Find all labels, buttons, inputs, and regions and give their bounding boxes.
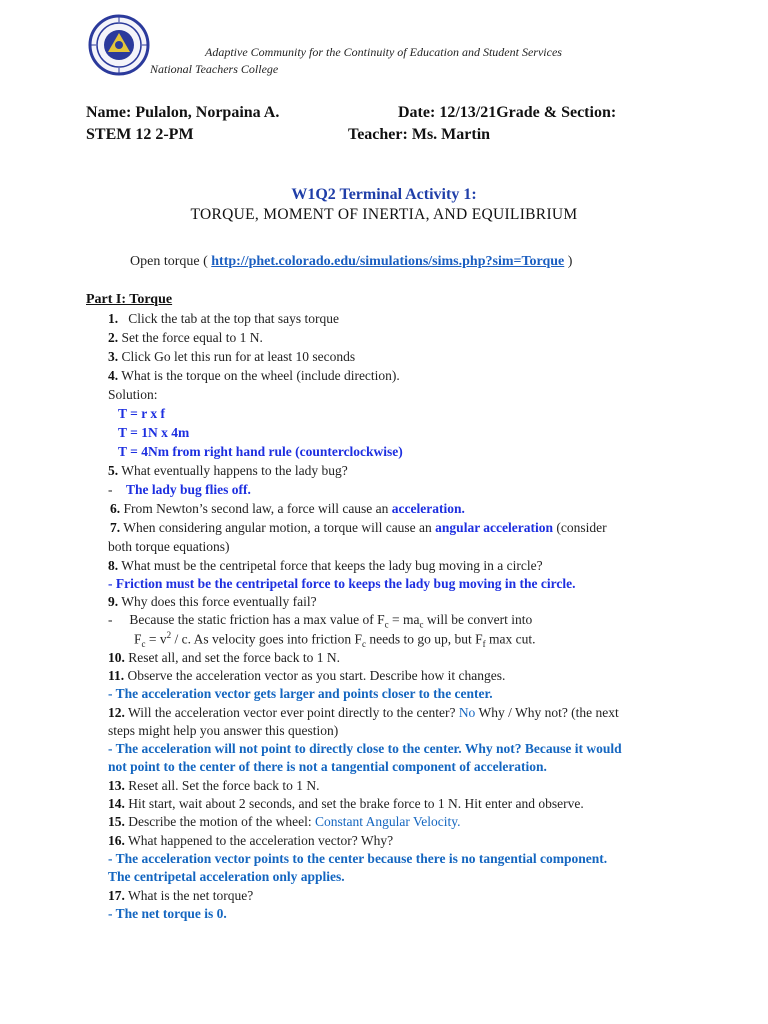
grade-section-label: Grade & Section: (496, 104, 617, 121)
activity-subtitle: TORQUE, MOMENT OF INERTIA, AND EQUILIBRIUM (190, 206, 578, 223)
answer-17: - The net torque is 0. (108, 906, 227, 921)
question-7-cont: both torque equations) (108, 539, 230, 554)
open-instruction: Open torque ( http://phet.colorado.edu/simulations/sims.php?sim=Torque ) (130, 254, 573, 269)
college-seal-icon (88, 14, 150, 76)
question-9: 9. Why does this force eventually fail? (108, 594, 317, 609)
equation-3: T = 4Nm from right hand rule (counterclockwise) (118, 444, 403, 459)
answer-9-line2: $F_c = v^2 / c$. As velocity goes into friction $F_c$ needs to go up, but $F_f$ max cut. (134, 630, 536, 650)
question-12: 12. Will the acceleration vector ever point directly to the center? No Why / Why not? (the next (108, 705, 619, 720)
question-4: 4. What is the torque on the wheel (include direction). (108, 368, 400, 383)
answer-8: - Friction must be the centripetal force to keeps the lady bug moving in the circle. (108, 576, 576, 591)
question-11: 11. Observe the acceleration vector as you start. Describe how it changes. (108, 668, 506, 683)
equation-1: T = r x f (118, 406, 165, 421)
question-7: 7. When considering angular motion, a torque will cause an angular acceleration (consider (110, 520, 607, 535)
question-13: 13. Reset all. Set the force back to 1 N. (108, 778, 320, 793)
question-15: 15. Describe the motion of the wheel: Constant Angular Velocity. (108, 814, 461, 829)
answer-12-line1: - The acceleration will not point to directly close to the center. Why not? Because it would (108, 741, 622, 756)
date: Date: 12/13/21 (398, 104, 497, 121)
part1-heading: Part I: Torque (86, 292, 173, 307)
student-name: Name: Pulalon, Norpaina A. (86, 104, 280, 121)
header-organization: Adaptive Community for the Continuity of Education and Student Services (205, 45, 562, 59)
answer-12-line2: not point to the center of there is not a tangential component of acceleration. (108, 759, 547, 774)
answer-16-line1: - The acceleration vector points to the center because there is no tangential component. (108, 851, 608, 866)
question-16: 16. What happened to the acceleration vector? Why? (108, 833, 394, 848)
solution-label: Solution: (108, 387, 158, 402)
answer-11: - The acceleration vector gets larger and points closer to the center. (108, 686, 493, 701)
question-14: 14. Hit start, wait about 2 seconds, and set the brake force to 1 N. Hit enter and observe. (108, 796, 584, 811)
question-6: 6. From Newton’s second law, a force will cause an acceleration. (110, 501, 465, 516)
date-grade-line (398, 104, 616, 122)
question-8: 8. What must be the centripetal force that keeps the lady bug moving in a circle? (108, 558, 543, 573)
answer-9-line1: - Because the static friction has a max value of $F_c = ma_c$ will be convert into (108, 612, 533, 630)
equation-2: T = 1N x 4m (118, 425, 190, 440)
question-1: 1. Click the tab at the top that says torque (108, 311, 339, 326)
activity-title: W1Q2 Terminal Activity 1: (291, 186, 477, 203)
question-10: 10. Reset all, and set the force back to 1 N. (108, 650, 341, 665)
question-12-cont: steps might help you answer this question) (108, 723, 339, 738)
answer-5: - The lady bug flies off. (108, 482, 251, 497)
question-2: 2. Set the force equal to 1 N. (108, 330, 263, 345)
question-5: 5. What eventually happens to the lady bug? (108, 463, 348, 478)
section: STEM 12 2-PM (86, 126, 194, 143)
phet-link[interactable]: http://phet.colorado.edu/simulations/sims.php?sim=Torque (211, 254, 565, 269)
header-college: National Teachers College (150, 62, 279, 76)
answer-16-line2: The centripetal acceleration only applies. (108, 869, 345, 884)
question-17: 17. What is the net torque? (108, 888, 254, 903)
question-3: 3. Click Go let this run for at least 10 seconds (108, 349, 356, 364)
teacher: Teacher: Ms. Martin (348, 126, 491, 143)
